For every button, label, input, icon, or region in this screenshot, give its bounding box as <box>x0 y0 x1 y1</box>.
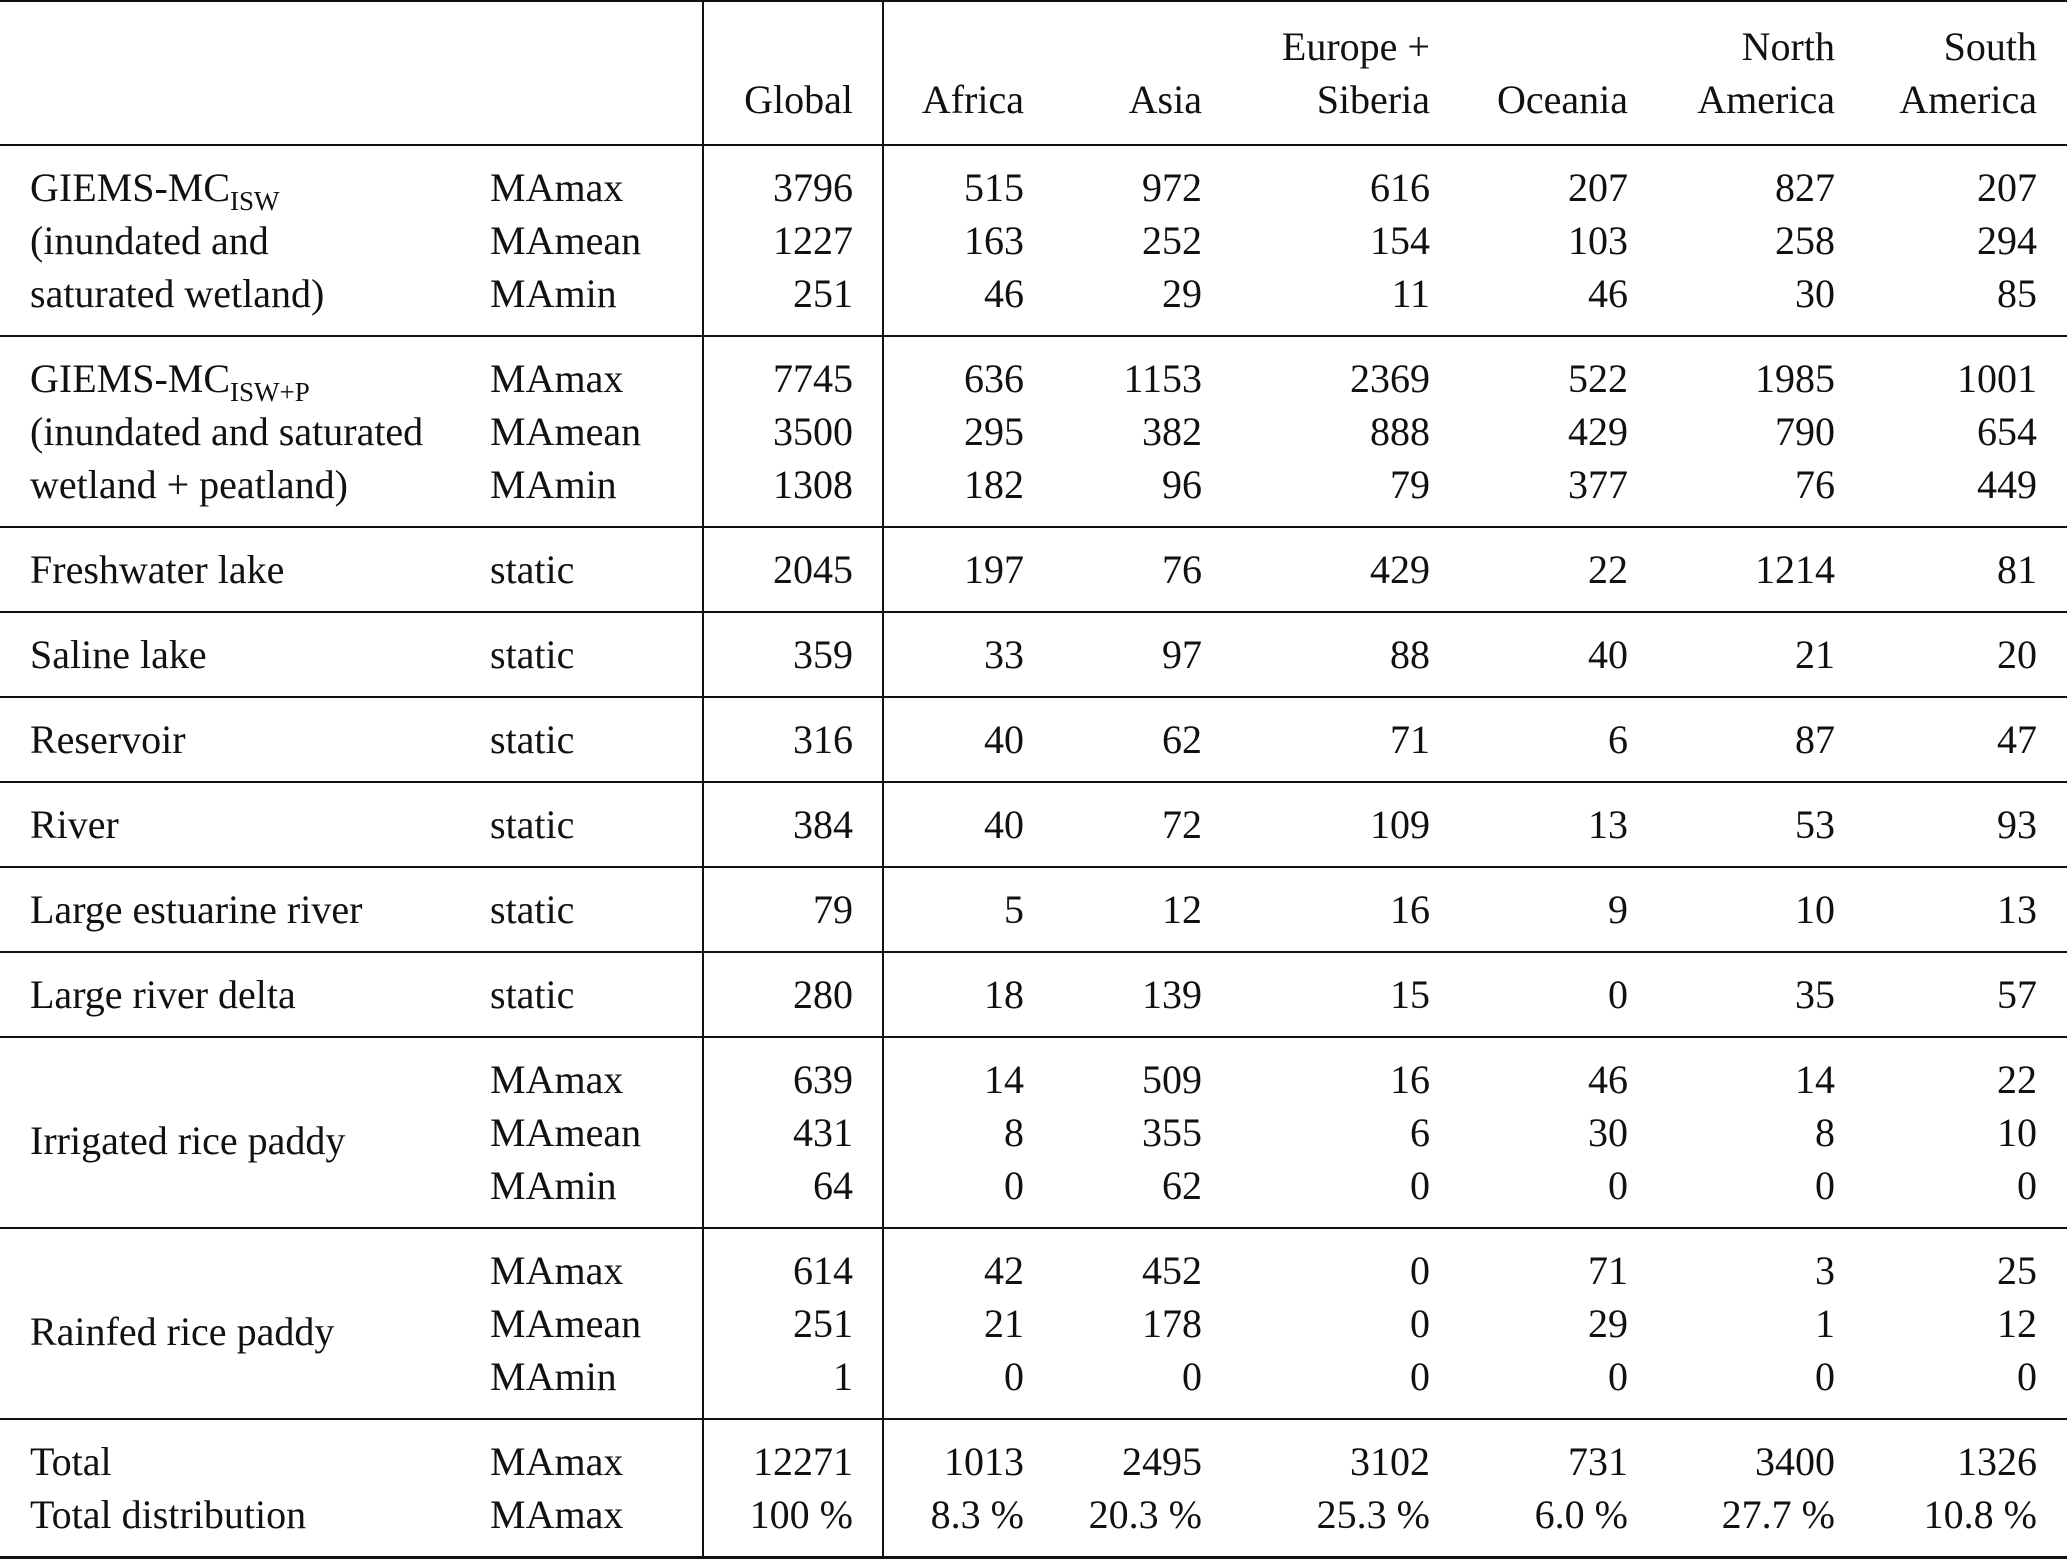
cell-asia: 252 <box>1142 218 1202 263</box>
cell-south-america: 0 <box>2017 1354 2037 1399</box>
cell-africa: 40 <box>984 717 1024 762</box>
cell-oceania: 29 <box>1588 1301 1628 1346</box>
subscript: ISW <box>230 186 280 216</box>
cell-south-america: 10.8 % <box>1923 1492 2037 1537</box>
cell-global: 1 <box>703 1350 883 1419</box>
row-type: MAmin <box>480 1159 703 1228</box>
cell-global: 280 <box>703 952 883 1037</box>
cell-europe: 2369 <box>1350 356 1430 401</box>
cell-south-america: 1001 <box>1957 356 2037 401</box>
row-group-rainfed-rice-paddy <box>0 1228 2067 1419</box>
header-oceania: Oceania <box>1496 77 1628 122</box>
row-label: Irrigated rice paddy <box>30 1117 346 1163</box>
row-label: Rainfed rice paddy <box>30 1308 335 1354</box>
cell-north-america: 1 <box>1815 1301 1835 1346</box>
row-label: Total distribution <box>30 1492 307 1537</box>
row-label: River <box>30 802 119 847</box>
cell-europe: 11 <box>1391 271 1430 316</box>
cell-north-america: 14 <box>1795 1057 1835 1102</box>
cell-africa: 5 <box>1004 887 1024 932</box>
cell-africa: 1013 <box>944 1439 1024 1484</box>
cell-north-america: 27.7 % <box>1721 1492 1835 1537</box>
cell-africa: 40 <box>984 802 1024 847</box>
cell-africa: 8 <box>1004 1110 1024 1155</box>
cell-north-america: 8 <box>1815 1110 1835 1155</box>
cell-global: 614 <box>703 1228 883 1297</box>
cell-asia: 509 <box>1142 1057 1202 1102</box>
cell-oceania: 13 <box>1588 802 1628 847</box>
cell-oceania: 0 <box>1608 1163 1628 1208</box>
cell-europe: 154 <box>1370 218 1430 263</box>
cell-north-america: 10 <box>1795 887 1835 932</box>
row-group-reservoir <box>0 697 2067 782</box>
cell-europe: 15 <box>1390 972 1430 1017</box>
cell-north-america: 0 <box>1815 1163 1835 1208</box>
cell-global: 64 <box>703 1159 883 1228</box>
cell-europe: 0 <box>1410 1301 1430 1346</box>
cell-asia: 76 <box>1162 547 1202 592</box>
cell-asia: 72 <box>1162 802 1202 847</box>
cell-africa: 163 <box>964 218 1024 263</box>
row-type: MAmean <box>480 1106 703 1159</box>
cell-oceania: 103 <box>1568 218 1628 263</box>
table-row <box>0 782 2067 867</box>
cell-south-america: 81 <box>1997 547 2037 592</box>
cell-south-america: 654 <box>1977 409 2037 454</box>
table-row <box>0 867 2067 952</box>
cell-asia: 139 <box>1142 972 1202 1017</box>
cell-global: 251 <box>703 1297 883 1350</box>
cell-oceania: 30 <box>1588 1110 1628 1155</box>
cell-global: 359 <box>703 612 883 697</box>
table-row <box>0 145 2067 214</box>
cell-asia: 12 <box>1162 887 1202 932</box>
cell-south-america: 0 <box>2017 1163 2037 1208</box>
cell-asia: 97 <box>1162 632 1202 677</box>
cell-asia: 0 <box>1182 1354 1202 1399</box>
row-group-freshwater-lake <box>0 527 2067 612</box>
cell-north-america: 21 <box>1795 632 1835 677</box>
row-label-giems-isw: GIEMS-$MC_{ISW}$ (inundated and saturated wetland) <box>30 165 325 316</box>
cell-global: 1308 <box>703 458 883 527</box>
cell-asia: 452 <box>1142 1248 1202 1293</box>
subscript: ISW+P <box>230 377 310 407</box>
row-type: static <box>480 612 703 697</box>
cell-global: 316 <box>703 697 883 782</box>
cell-oceania: 522 <box>1568 356 1628 401</box>
table-row <box>0 527 2067 612</box>
row-type: static <box>480 527 703 612</box>
cell-global: 1227 <box>703 214 883 267</box>
cell-africa: 18 <box>984 972 1024 1017</box>
cell-oceania: 71 <box>1588 1248 1628 1293</box>
cell-europe: 616 <box>1370 165 1430 210</box>
cell-north-america: 35 <box>1795 972 1835 1017</box>
cell-global: 2045 <box>703 527 883 612</box>
cell-north-america: 1214 <box>1755 547 1835 592</box>
cell-europe: 0 <box>1410 1248 1430 1293</box>
row-type: MAmin <box>480 1350 703 1419</box>
cell-europe: 16 <box>1390 887 1430 932</box>
row-type: static <box>480 697 703 782</box>
header-asia: Asia <box>1128 77 1202 122</box>
cell-global: 3796 <box>703 145 883 214</box>
row-type: MAmean <box>480 405 703 458</box>
cell-south-america: 22 <box>1997 1057 2037 1102</box>
cell-south-america: 294 <box>1977 218 2037 263</box>
table-row <box>0 1037 2067 1106</box>
row-group-large-river-delta <box>0 952 2067 1037</box>
row-label: Large river delta <box>30 972 296 1017</box>
cell-oceania: 0 <box>1608 972 1628 1017</box>
header-type-blank <box>480 1 703 145</box>
cell-global: 384 <box>703 782 883 867</box>
cell-europe: 6 <box>1410 1110 1430 1155</box>
cell-oceania: 9 <box>1608 887 1628 932</box>
cell-asia: 62 <box>1162 717 1202 762</box>
row-group-irrigated-rice-paddy <box>0 1037 2067 1228</box>
cell-asia: 20.3 % <box>1088 1492 1202 1537</box>
row-type: MAmax <box>480 1228 703 1297</box>
cell-africa: 0 <box>1004 1354 1024 1399</box>
cell-south-america: 47 <box>1997 717 2037 762</box>
header-south-america: South America <box>1899 24 2037 122</box>
cell-south-america: 1326 <box>1957 1439 2037 1484</box>
cell-africa: 636 <box>964 356 1024 401</box>
row-type: static <box>480 782 703 867</box>
header-category-blank <box>0 1 480 145</box>
row-type: MAmax <box>480 1419 703 1488</box>
cell-europe: 888 <box>1370 409 1430 454</box>
row-type: MAmin <box>480 267 703 336</box>
cell-asia: 178 <box>1142 1301 1202 1346</box>
cell-africa: 295 <box>964 409 1024 454</box>
cell-oceania: 377 <box>1568 462 1628 507</box>
row-label: Total <box>30 1439 112 1484</box>
cell-south-america: 449 <box>1977 462 2037 507</box>
cell-oceania: 6.0 % <box>1534 1492 1628 1537</box>
row-group-totals <box>0 1419 2067 1558</box>
cell-asia: 972 <box>1142 165 1202 210</box>
row-group-giems-iswp <box>0 336 2067 527</box>
cell-europe: 88 <box>1390 632 1430 677</box>
row-type: static <box>480 952 703 1037</box>
row-type: MAmin <box>480 458 703 527</box>
cell-europe: 0 <box>1410 1354 1430 1399</box>
cell-oceania: 207 <box>1568 165 1628 210</box>
cell-africa: 42 <box>984 1248 1024 1293</box>
cell-oceania: 731 <box>1568 1439 1628 1484</box>
cell-north-america: 258 <box>1775 218 1835 263</box>
cell-oceania: 0 <box>1608 1354 1628 1399</box>
cell-north-america: 3 <box>1815 1248 1835 1293</box>
cell-africa: 14 <box>984 1057 1024 1102</box>
row-type: MAmax <box>480 1488 703 1558</box>
header-africa: Africa <box>921 77 1024 122</box>
header-europe-siberia: Europe + Siberia <box>1281 24 1430 122</box>
cell-north-america: 0 <box>1815 1354 1835 1399</box>
cell-europe: 71 <box>1390 717 1430 762</box>
table-row <box>0 952 2067 1037</box>
cell-oceania: 40 <box>1588 632 1628 677</box>
cell-africa: 515 <box>964 165 1024 210</box>
cell-north-america: 87 <box>1795 717 1835 762</box>
cell-north-america: 827 <box>1775 165 1835 210</box>
table-row <box>0 697 2067 782</box>
row-group-giems-isw <box>0 145 2067 336</box>
cell-oceania: 6 <box>1608 717 1628 762</box>
row-label: Freshwater lake <box>30 547 285 592</box>
cell-south-america: 57 <box>1997 972 2037 1017</box>
cell-south-america: 20 <box>1997 632 2037 677</box>
row-label: Saline lake <box>30 632 207 677</box>
row-type: MAmean <box>480 214 703 267</box>
cell-north-america: 76 <box>1795 462 1835 507</box>
cell-europe: 79 <box>1390 462 1430 507</box>
cell-global: 431 <box>703 1106 883 1159</box>
row-label: Large estuarine river <box>30 887 363 932</box>
header-row <box>0 1 2067 145</box>
cell-south-america: 12 <box>1997 1301 2037 1346</box>
table-row <box>0 336 2067 405</box>
cell-south-america: 207 <box>1977 165 2037 210</box>
row-label: Reservoir <box>30 717 186 762</box>
cell-oceania: 46 <box>1588 271 1628 316</box>
cell-global: 639 <box>703 1037 883 1106</box>
cell-africa: 182 <box>964 462 1024 507</box>
cell-asia: 62 <box>1162 1163 1202 1208</box>
table-row <box>0 612 2067 697</box>
cell-south-america: 85 <box>1997 271 2037 316</box>
cell-asia: 355 <box>1142 1110 1202 1155</box>
cell-africa: 0 <box>1004 1163 1024 1208</box>
table-row <box>0 1228 2067 1297</box>
cell-global: 7745 <box>703 336 883 405</box>
cell-south-america: 25 <box>1997 1248 2037 1293</box>
total-row <box>0 1419 2067 1488</box>
row-group-river <box>0 782 2067 867</box>
cell-europe: 109 <box>1370 802 1430 847</box>
cell-north-america: 790 <box>1775 409 1835 454</box>
header-global: Global <box>703 1 883 145</box>
header-north-america: North America <box>1697 24 1835 122</box>
cell-north-america: 30 <box>1795 271 1835 316</box>
cell-south-america: 10 <box>1997 1110 2037 1155</box>
cell-north-america: 53 <box>1795 802 1835 847</box>
cell-europe: 16 <box>1390 1057 1430 1102</box>
cell-africa: 46 <box>984 271 1024 316</box>
cell-europe: 25.3 % <box>1316 1492 1430 1537</box>
row-group-large-estuarine-river <box>0 867 2067 952</box>
row-label-giems-iswp: GIEMS-$MC_{ISW+P}$ (inundated and saturated wetland + peatland) <box>30 356 424 507</box>
cell-asia: 2495 <box>1122 1439 1202 1484</box>
cell-europe: 3102 <box>1350 1439 1430 1484</box>
row-type: MAmax <box>480 1037 703 1106</box>
cell-north-america: 3400 <box>1755 1439 1835 1484</box>
cell-oceania: 22 <box>1588 547 1628 592</box>
cell-south-america: 13 <box>1997 887 2037 932</box>
cell-africa: 197 <box>964 547 1024 592</box>
cell-asia: 29 <box>1162 271 1202 316</box>
cell-africa: 33 <box>984 632 1024 677</box>
row-type: static <box>480 867 703 952</box>
cell-global: 79 <box>703 867 883 952</box>
cell-oceania: 46 <box>1588 1057 1628 1102</box>
cell-asia: 1153 <box>1123 356 1202 401</box>
row-type: MAmax <box>480 145 703 214</box>
total-distribution-row <box>0 1488 2067 1558</box>
cell-north-america: 1985 <box>1755 356 1835 401</box>
row-type: MAmax <box>480 336 703 405</box>
cell-global: 12271 <box>703 1419 883 1488</box>
cell-africa: 21 <box>984 1301 1024 1346</box>
cell-asia: 382 <box>1142 409 1202 454</box>
cell-africa: 8.3 % <box>930 1492 1024 1537</box>
cell-global: 100 % <box>703 1488 883 1558</box>
row-group-saline-lake <box>0 612 2067 697</box>
cell-europe: 429 <box>1370 547 1430 592</box>
cell-global: 251 <box>703 267 883 336</box>
cell-asia: 96 <box>1162 462 1202 507</box>
cell-south-america: 93 <box>1997 802 2037 847</box>
cell-europe: 0 <box>1410 1163 1430 1208</box>
cell-global: 3500 <box>703 405 883 458</box>
cell-oceania: 429 <box>1568 409 1628 454</box>
row-type: MAmean <box>480 1297 703 1350</box>
